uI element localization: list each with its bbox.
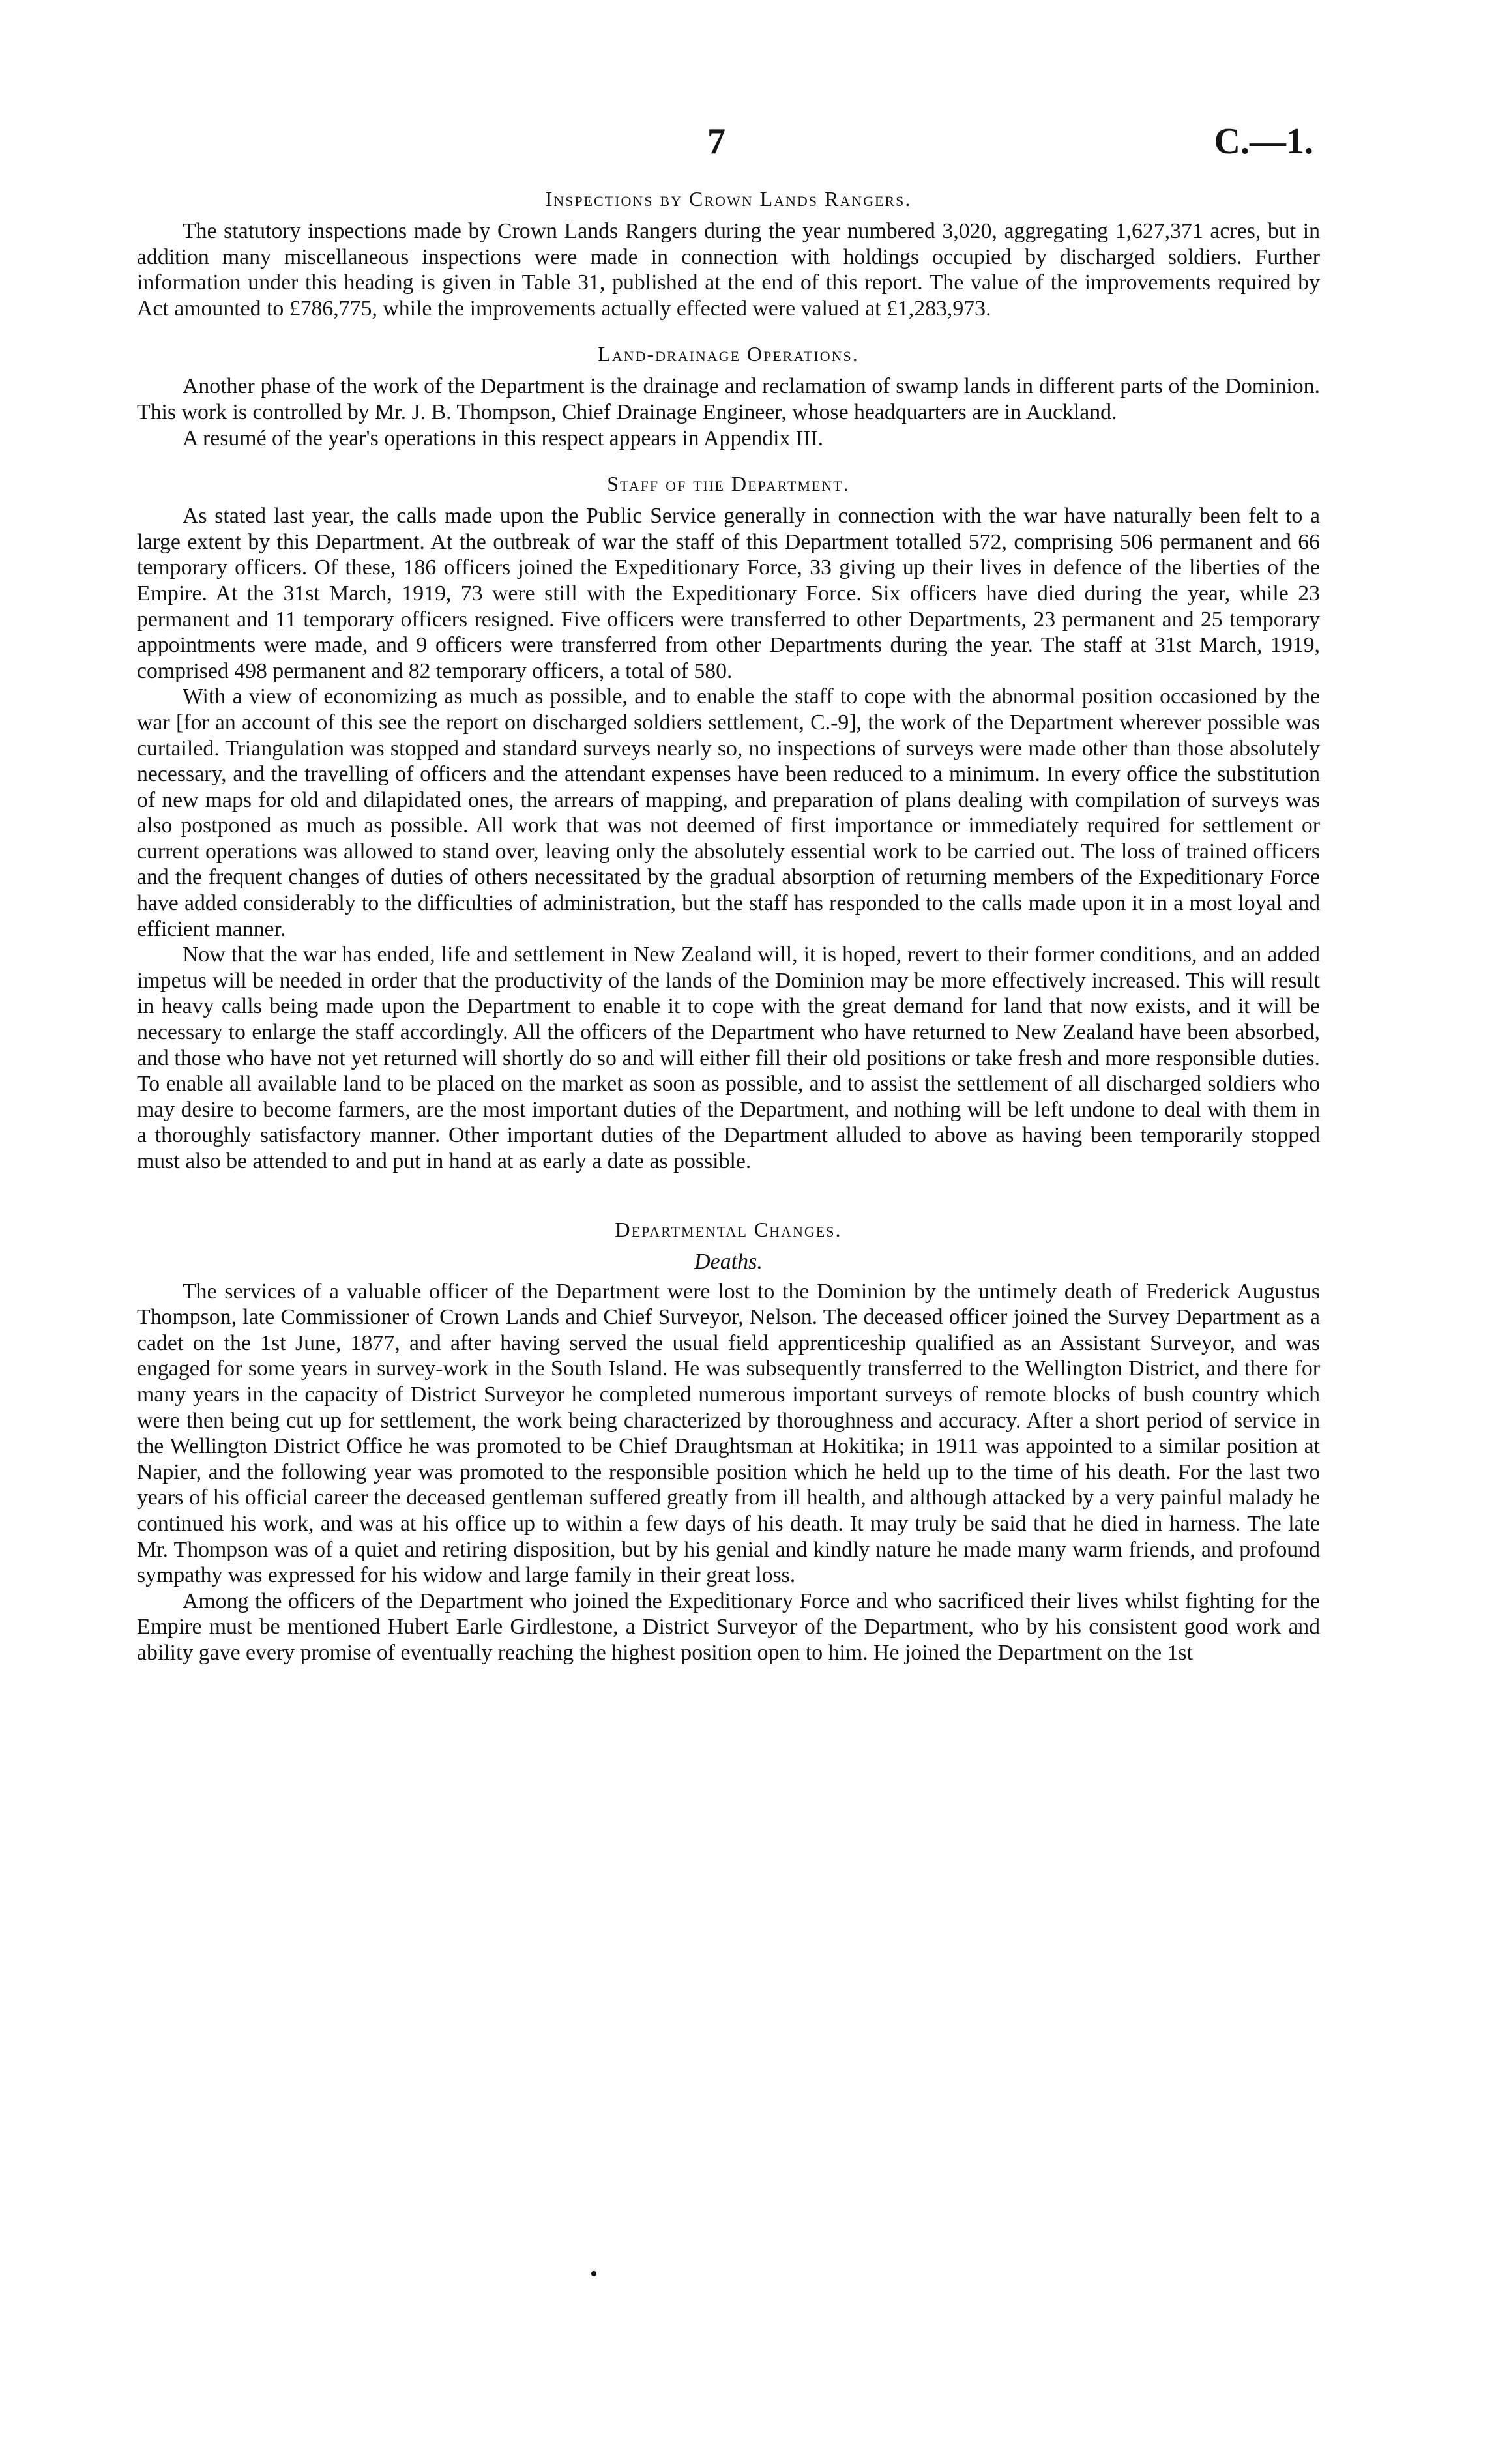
section-title-staff: Staff of the Department. [607,472,850,496]
paragraph-girdlestone: Among the officers of the Department who joined the Expeditionary Force and who sacrificed their lives whilst fighting for the Empire must be mentioned Hubert Earle Girdlestone, a District Surveyor of the Department, who by his consistent good work and ability gave every promise of eventually reaching the highest position open to him. He joined the Department on the 1st [137,1589,1320,1665]
footer-mark: • [590,2262,598,2286]
document-reference: C.—1. [1214,121,1313,162]
page-body [137,186,1320,1666]
paragraph-staff-economizing: With a view of economizing as much as possible, and to enable the staff to cope with the abnormal position occasioned by the war [for an account of this see the report on discharged soldiers settlement, C.-9], the work of the Department wherever possible was curtailed. Triangulation was stopped and standard surveys nearly so, no inspections of surveys were made other than those absolutely necessary, and the travelling of officers and the attendant expenses have been reduced to a minimum. In every office the substitution of new maps for old and dilapidated ones, the arrears of mapping, and preparation of plans dealing with compilation of surveys was also postponed as much as possible. All work that was not deemed of first importance or immediately required for settlement or current operations was allowed to stand over, leaving only the absolutely essential work to be carried out. The loss of trained officers and the frequent changes of duties of others necessitated by the gradual absorption of returning members of the Expeditionary Force have added considerably to the difficulties of administration, but the staff has responded to the calls made upon it in a most loyal and efficient manner. [137,684,1320,941]
section-title-inspections: Inspections by Crown Lands Rangers. [545,187,912,211]
paragraph-inspections: The statutory inspections made by Crown Lands Rangers during the year numbered 3,020, aggregating 1,627,371 acres, but in addition many miscellaneous inspections were made in connection with holdings occupied by discharged soldiers. Further information under this heading is given in Table 31, published at the end of this report. The value of the improvements required by Act amounted to £786,775, while the improvements actually effected were valued at £1,283,973. [137,219,1320,321]
paragraph-staff-postwar: Now that the war has ended, life and settlement in New Zealand will, it is hoped, revert to their former conditions, and an added impetus will be needed in order that the productivity of the lands of the Dominion may be more effectively increased. This will result in heavy calls being made upon the Department to enable it to cope with the great demand for land that now exists, and it will be necessary to enlarge the staff accordingly. All the officers of the Department who have returned to New Zealand have been absorbed, and those who have not yet returned will shortly do so and will either fill their old positions or take fresh and more responsible duties. To enable all available land to be placed on the market as soon as possible, and to assist the settlement of all discharged soldiers who may desire to become farmers, are the most important duties of the Department, and nothing will be left undone to deal with them in a thoroughly satisfactory manner. Other important duties of the Department alluded to above as having been temporarily stopped must also be attended to and put in hand at as early a date as possible. [137,943,1320,1173]
paragraph-thompson-obituary: The services of a valuable officer of the Department were lost to the Dominion by the untimely death of Frederick Augustus Thompson, late Commissioner of Crown Lands and Chief Surveyor, Nelson. The deceased officer joined the Survey Department as a cadet on the 1st June, 1877, and after having served the usual field apprenticeship qualified as an Assistant Surveyor, and was engaged for some years in survey-work in the South Island. He was subsequently transferred to the Wellington District, and there for many years in the capacity of District Surveyor he completed numerous important surveys of remote blocks of bush country which were then being cut up for settlement, the work being characterized by thoroughness and accuracy. After a short period of service in the Wellington District Office he was promoted to be Chief Draughtsman at Hokitika; in 1911 was appointed to a similar position at Napier, and the following year was promoted to the responsible position which he held up to the time of his death. For the last two years of his official career the deceased gentleman suffered greatly from ill health, and although attacked by a very painful malady he continued his work, and was at his office up to within a few days of his death. It may truly be said that he died in harness. The late Mr. Thompson was of a quiet and retiring disposition, but by his genial and kindly nature he made many warm friends, and profound sympathy was expressed for his widow and large family in their great loss. [137,1279,1320,1588]
section-spacer [137,1175,1320,1216]
page-header [0,121,1509,173]
paragraph-drainage-appendix: A resumé of the year's operations in this respect appears in Appendix III. [183,426,824,450]
page-number: 7 [707,121,725,162]
section-title-changes: Departmental Changes. [615,1217,842,1241]
paragraph-staff-numbers: As stated last year, the calls made upon the Public Service generally in connection with the war have naturally been felt to a large extent by this Department. At the outbreak of war the staff of this Department totalled 572, comprising 506 permanent and 66 temporary officers. Of these, 186 officers joined the Expeditionary Force, 33 giving up their lives in defence of the liberties of the Empire. At the 31st March, 1919, 73 were still with the Expeditionary Force. Six officers have died during the year, while 23 permanent and 11 temporary officers resigned. Five officers were transferred to other Departments, 23 permanent and 25 temporary appointments were made, and 9 officers were transferred from other Departments during the year. The staff at 31st March, 1919, comprised 498 permanent and 82 temporary officers, a total of 580. [137,504,1320,683]
section-title-drainage: Land-drainage Operations. [598,342,859,366]
paragraph-drainage: Another phase of the work of the Department is the drainage and reclamation of swamp lands in different parts of the Dominion. This work is controlled by Mr. J. B. Thompson, Chief Drainage Engineer, whose headquarters are in Auckland. [137,374,1320,424]
subsection-title-deaths: Deaths. [694,1249,763,1274]
